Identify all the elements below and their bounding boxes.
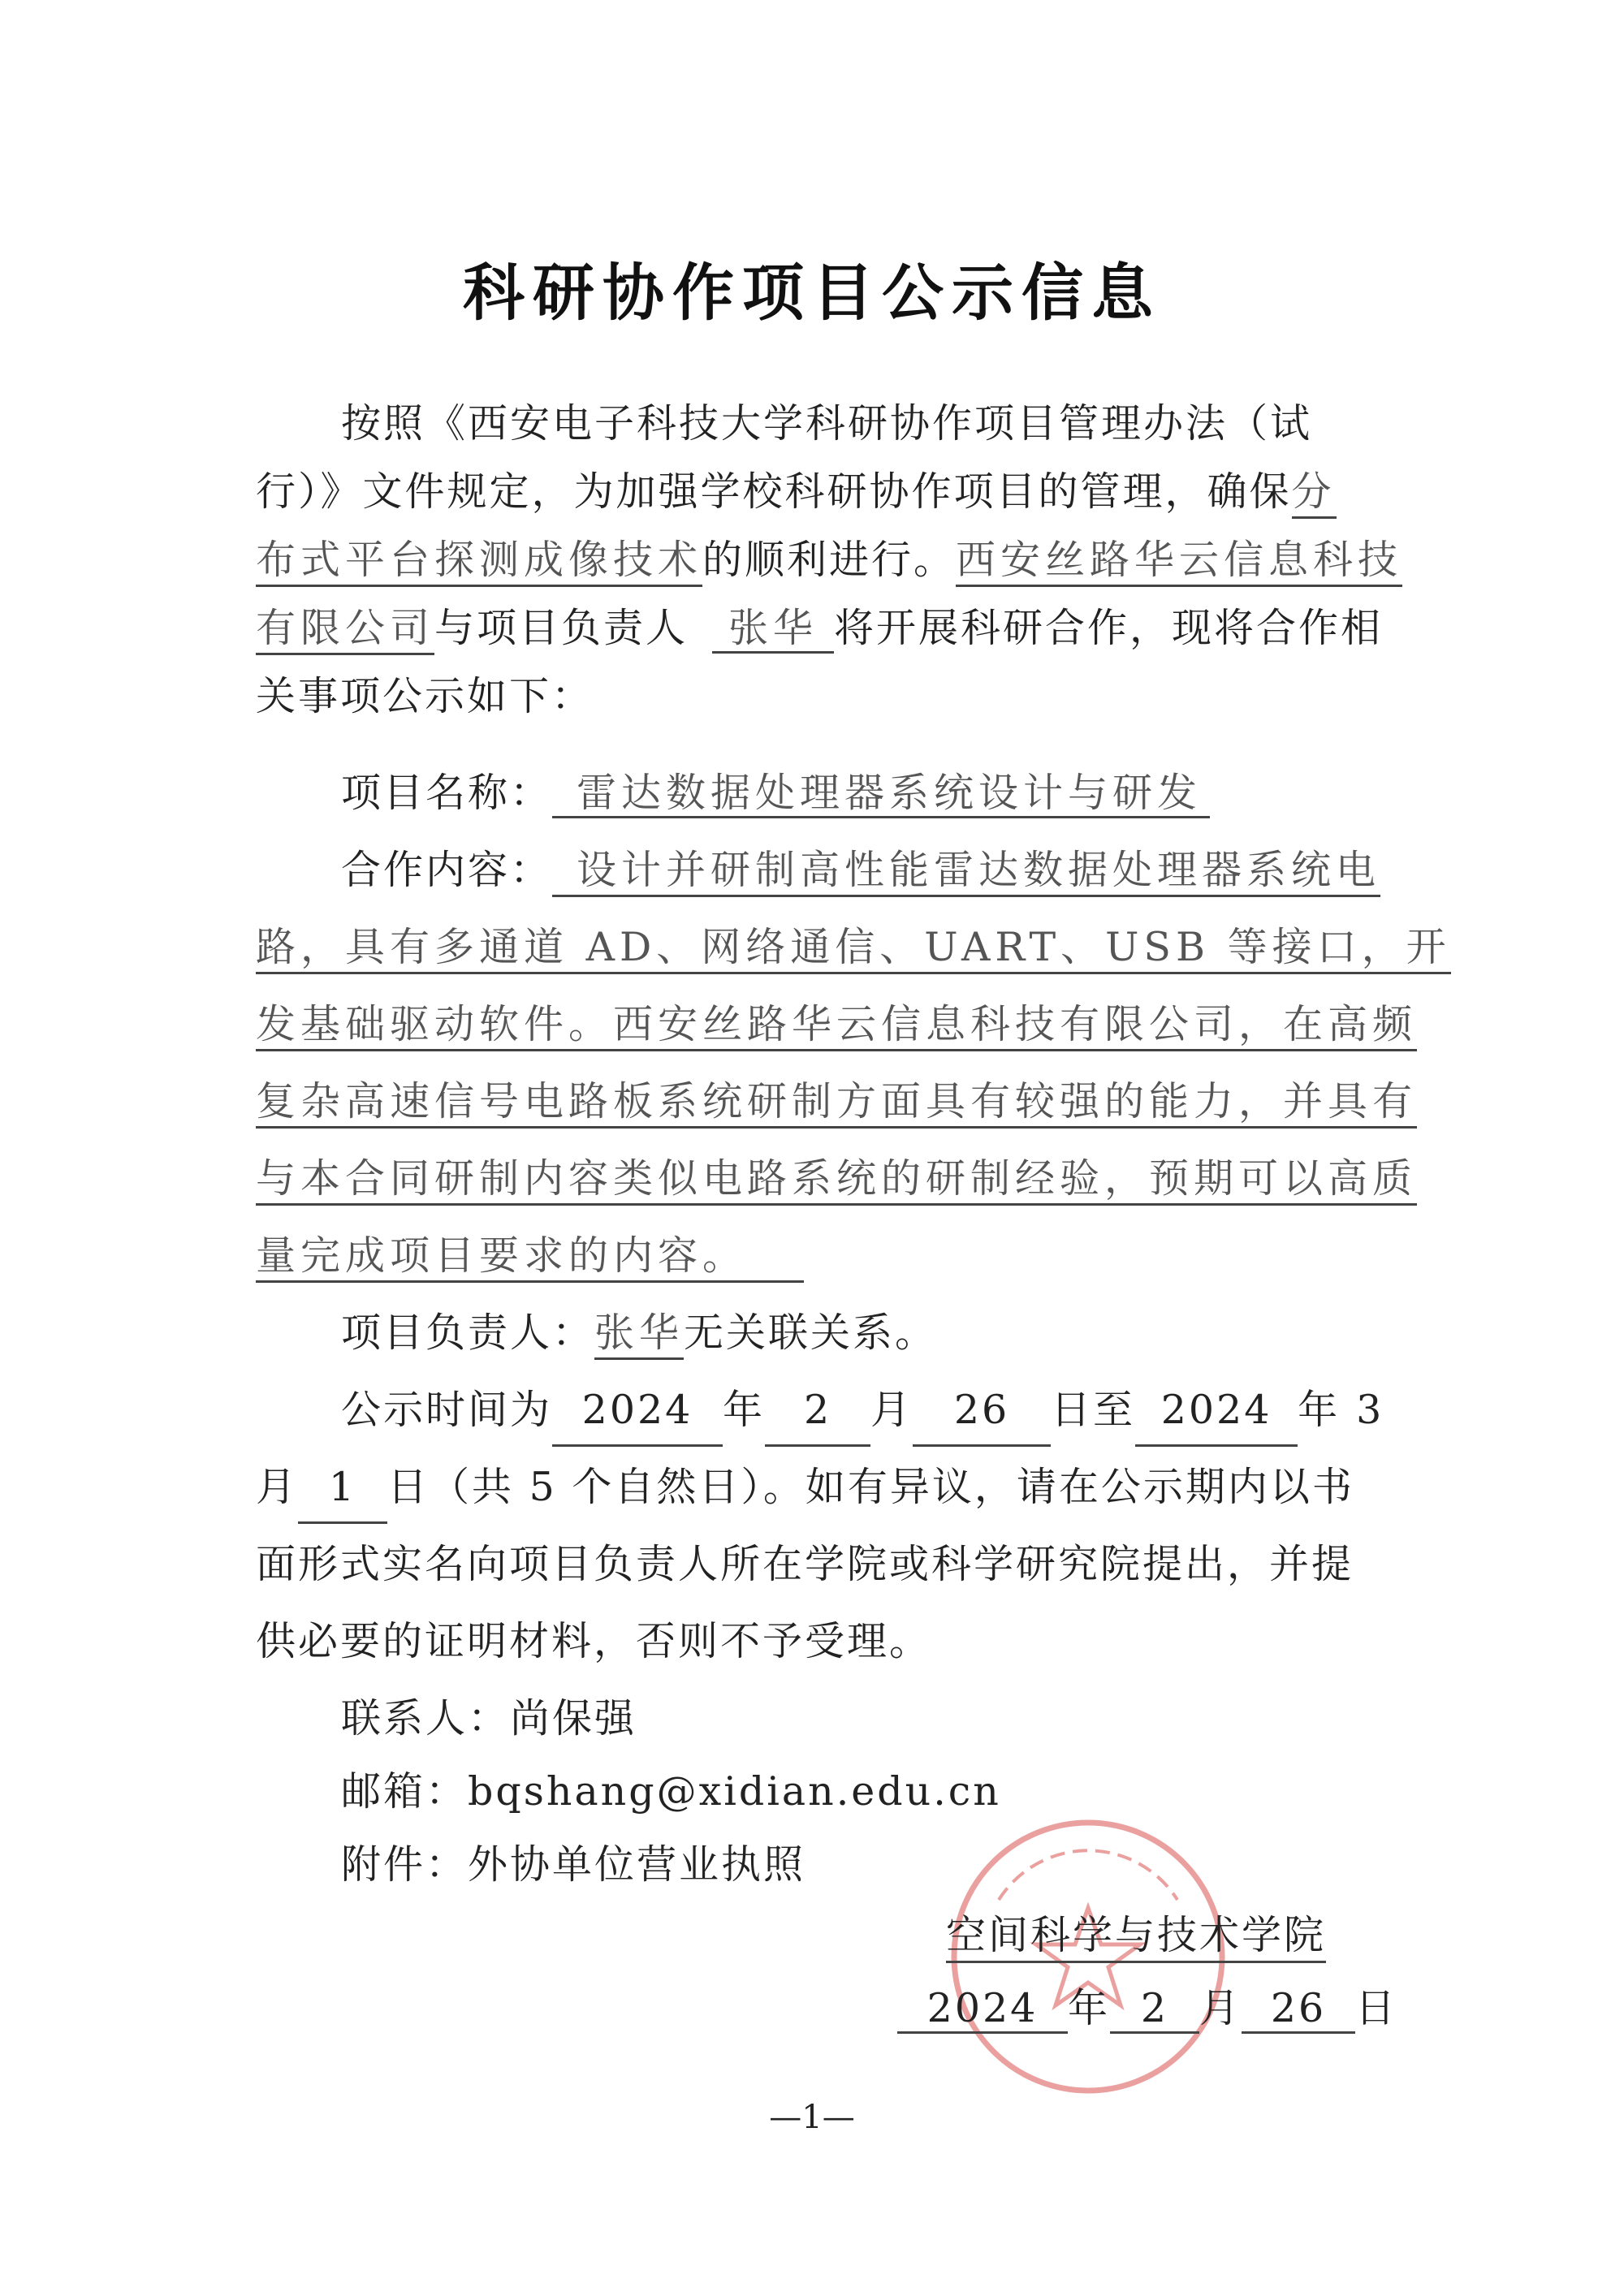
- content-text: 发基础驱动软件。西安丝路华云信息科技有限公司，在高频: [256, 1001, 1417, 1051]
- end-day: 1: [298, 1453, 387, 1524]
- end-year: 2024: [1135, 1376, 1298, 1447]
- ri-zhi: 日至: [1051, 1387, 1136, 1433]
- intro-text: 行）》文件规定，为加强学校科研协作项目的管理，确保: [256, 468, 1292, 515]
- intro-text: 与项目负责人: [434, 605, 689, 651]
- project-name-row: [341, 759, 1478, 827]
- intro-text: 的顺利进行。: [702, 537, 957, 583]
- notice-text: 供必要的证明材料，否则不予受理。: [256, 1618, 932, 1664]
- yue: 月: [1199, 1985, 1242, 2031]
- end-month: 3: [1356, 1387, 1384, 1433]
- leader-name: 张华: [594, 1310, 684, 1360]
- sign-month: 2: [1110, 1985, 1199, 2034]
- leader-label: 项目负责人：: [341, 1310, 595, 1356]
- contact-email: 邮箱：bqshang@xidian.edu.cn: [341, 1768, 1001, 1815]
- content-row-2: [256, 913, 1451, 982]
- intro-text: 按照《西安电子科技大学科研协作项目管理办法（试: [341, 400, 1313, 447]
- notice-text: 面形式实名向项目负责人所在学院或科学研究院提出，并提: [256, 1541, 1354, 1587]
- nian: 年: [723, 1387, 766, 1433]
- content-row-1: [341, 836, 1478, 904]
- content-label: 合作内容：: [341, 847, 553, 893]
- start-day: 26: [913, 1376, 1051, 1447]
- intro-line-5: [256, 662, 1393, 731]
- project-name-value: 雷达数据处理器系统设计与研发: [552, 770, 1210, 818]
- signing-department: 空间科学与技术学院: [946, 1904, 1326, 1963]
- content-row-5: [256, 1145, 1418, 1213]
- intro-line-4: [256, 594, 1393, 662]
- notice-text: 日（共 5 个自然日）。如有异议，请在公示期内以书: [387, 1464, 1354, 1510]
- project-topic: 布式平台探测成像技术: [256, 537, 702, 587]
- content-text: 复杂高速信号电路板系统研制方面具有较强的能力，并具有: [256, 1078, 1417, 1129]
- content-text: 路，具有多通道 AD、网络通信、UART、USB 等接口，开: [256, 924, 1451, 974]
- intro-line-2: [256, 458, 1393, 526]
- signing-date: [897, 1977, 1397, 2034]
- partner-company-end: 有限公司: [256, 605, 434, 655]
- content-row-3: [256, 990, 1418, 1059]
- intro-text: 将开展科研合作，现将合作相: [834, 605, 1384, 651]
- notice-prefix: 公示时间为: [341, 1387, 553, 1433]
- ri: 日: [1355, 1985, 1398, 2031]
- nian: 年: [1298, 1387, 1341, 1433]
- attachment: 附件：外协单位营业执照: [341, 1841, 806, 1888]
- intro-line-3: [256, 526, 1403, 594]
- yue: 月: [870, 1387, 914, 1433]
- sign-year: 2024: [897, 1985, 1068, 2034]
- partner-company: 西安丝路华云信息科技: [956, 537, 1402, 587]
- content-text: 与本合同研制内容类似电路系统的研制经验，预期可以高质: [256, 1155, 1417, 1206]
- leader-suffix: 无关联关系。: [684, 1310, 938, 1356]
- notice-row-2: [256, 1453, 1393, 1524]
- notice-row-1: [341, 1376, 1478, 1447]
- contact-person: 联系人：尚保强: [341, 1695, 637, 1741]
- page-title: 科研协作项目公示信息: [463, 257, 1161, 329]
- start-year: 2024: [552, 1376, 723, 1447]
- content-row-4: [256, 1068, 1418, 1136]
- project-name-label: 项目名称：: [341, 770, 553, 816]
- project-topic-start: 分: [1292, 468, 1337, 519]
- content-row-6: [256, 1222, 1393, 1290]
- sign-day: 26: [1242, 1985, 1355, 2034]
- notice-row-3: [256, 1530, 1393, 1599]
- intro-line-1: [341, 390, 1478, 458]
- content-text: 量完成项目要求的内容。: [256, 1232, 804, 1283]
- start-month: 2: [765, 1376, 870, 1447]
- yue: 月: [256, 1464, 299, 1510]
- leader-row: [341, 1299, 1478, 1367]
- content-text: 设计并研制高性能雷达数据处理器系统电: [552, 847, 1380, 897]
- page-number: —1—: [769, 2099, 855, 2136]
- leader-name: 张华: [712, 605, 834, 654]
- nian: 年: [1068, 1985, 1111, 2031]
- intro-text: 关事项公示如下：: [256, 673, 594, 719]
- notice-row-4: [256, 1608, 1393, 1676]
